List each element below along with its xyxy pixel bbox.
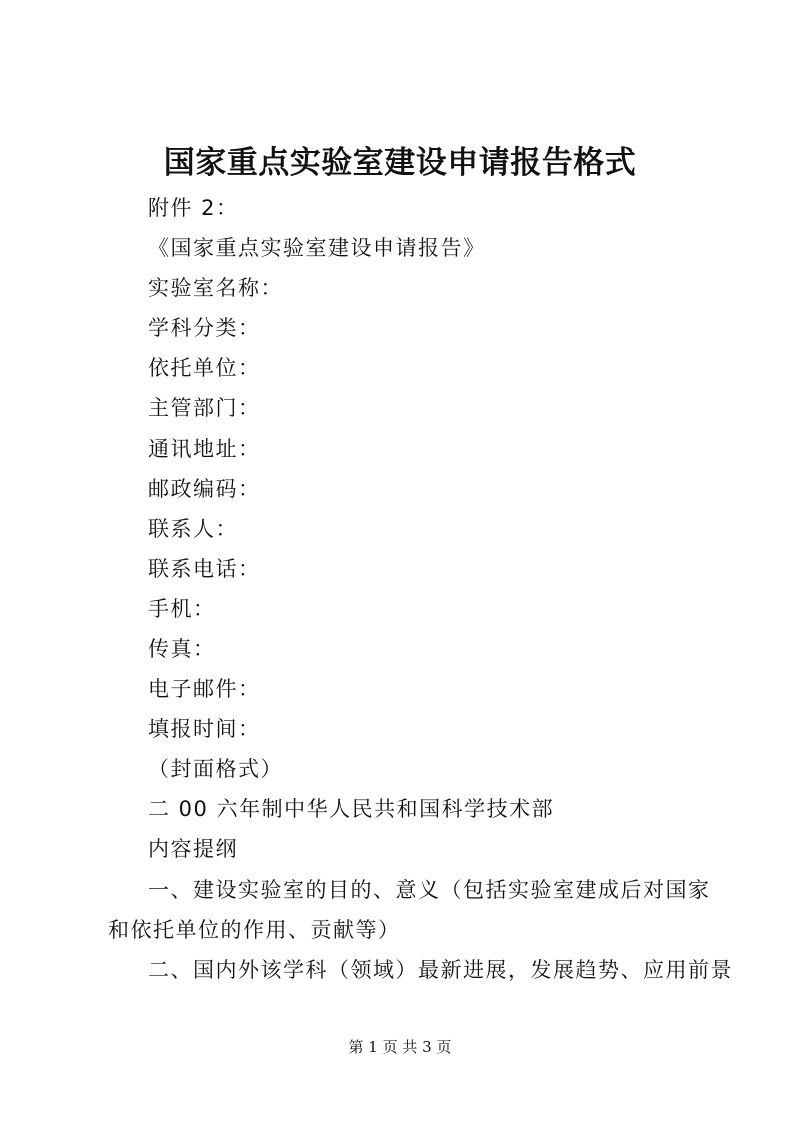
field-email: 电子邮件： xyxy=(148,677,261,701)
field-address: 通讯地址： xyxy=(148,437,261,461)
outline-item-2: 二、国内外该学科（领域）最新进展，发展趋势、应用前景 xyxy=(148,958,733,982)
field-contact: 联系人： xyxy=(148,517,238,541)
page-number: 第 1 页 共 3 页 xyxy=(348,1038,452,1056)
attachment-label: 附件 2： xyxy=(148,196,239,220)
issuer-line: 二 00 六年制中华人民共和国科学技术部 xyxy=(148,797,555,821)
report-name: 《国家重点实验室建设申请报告》 xyxy=(148,236,486,260)
field-fill-date: 填报时间： xyxy=(148,717,261,741)
field-mobile: 手机： xyxy=(148,597,216,621)
field-supervising-dept: 主管部门： xyxy=(148,396,261,420)
document-title: 国家重点实验室建设申请报告格式 xyxy=(163,145,637,181)
field-postcode: 邮政编码： xyxy=(148,477,261,501)
outline-heading: 内容提纲 xyxy=(148,837,238,861)
cover-format-note: （封面格式） xyxy=(148,757,283,781)
field-host-unit: 依托单位： xyxy=(148,356,261,380)
field-discipline: 学科分类： xyxy=(148,316,261,340)
field-phone: 联系电话： xyxy=(148,557,261,581)
outline-item-1: 一、建设实验室的目的、意义（包括实验室建成后对国家和依托单位的作用、贡献等） xyxy=(108,878,711,942)
field-fax: 传真： xyxy=(148,637,216,661)
field-lab-name: 实验室名称： xyxy=(148,276,283,300)
